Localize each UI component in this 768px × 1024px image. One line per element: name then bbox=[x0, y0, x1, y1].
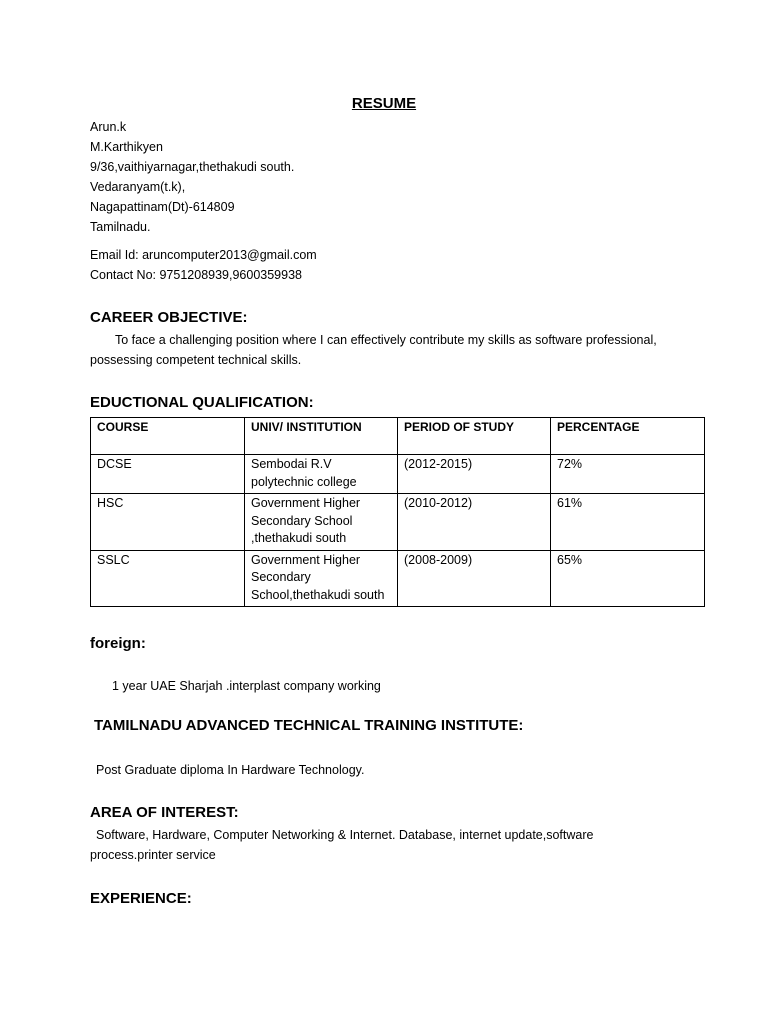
table-row bbox=[91, 550, 705, 607]
column-header-course: COURSE bbox=[91, 418, 245, 455]
education-heading: EDUCTIONAL QUALIFICATION: bbox=[90, 394, 314, 411]
period-cell: (2008-2009) bbox=[398, 550, 551, 607]
address-line-1: 9/36,vaithiyarnagar,thethakudi south. bbox=[90, 160, 295, 174]
document-title: RESUME bbox=[351, 95, 417, 112]
table-row bbox=[91, 455, 705, 494]
father-name-line: M.Karthikyen bbox=[90, 140, 163, 154]
percentage-cell: 65% bbox=[551, 550, 705, 607]
period-cell: (2010-2012) bbox=[398, 494, 551, 551]
foreign-text: 1 year UAE Sharjah .interplast company working bbox=[112, 679, 381, 693]
institution-cell: Government Higher Secondary School ,thethakudi south bbox=[245, 494, 398, 551]
area-of-interest-text: Software, Hardware, Computer Networking & Internet. Database, internet update,software process.printer service bbox=[90, 828, 594, 862]
institute-text: Post Graduate diploma In Hardware Technology. bbox=[96, 763, 365, 777]
address-line-4: Tamilnadu. bbox=[90, 220, 151, 234]
foreign-heading: foreign: bbox=[90, 635, 146, 652]
address-line-3: Nagapattinam(Dt)-614809 bbox=[90, 200, 235, 214]
address-line-2: Vedaranyam(t.k), bbox=[90, 180, 186, 194]
course-cell: HSC bbox=[91, 494, 245, 551]
column-header-institution: UNIV/ INSTITUTION bbox=[245, 418, 398, 455]
name-line: Arun.k bbox=[90, 120, 127, 134]
phone-line: Contact No: 9751208939,9600359938 bbox=[90, 268, 302, 282]
course-cell: SSLC bbox=[91, 550, 245, 607]
table-header-row bbox=[91, 418, 705, 455]
experience-heading: EXPERIENCE: bbox=[90, 890, 192, 907]
column-header-percentage: PERCENTAGE bbox=[551, 418, 705, 455]
column-header-period: PERIOD OF STUDY bbox=[398, 418, 551, 455]
education-table bbox=[90, 417, 705, 607]
email-line: Email Id: aruncomputer2013@gmail.com bbox=[90, 248, 317, 262]
career-objective-heading: CAREER OBJECTIVE: bbox=[90, 309, 248, 326]
percentage-cell: 72% bbox=[551, 455, 705, 494]
percentage-cell: 61% bbox=[551, 494, 705, 551]
area-of-interest-heading: AREA OF INTEREST: bbox=[90, 804, 239, 821]
institution-cell: Government Higher Secondary School,thethakudi south bbox=[245, 550, 398, 607]
period-cell: (2012-2015) bbox=[398, 455, 551, 494]
table-row bbox=[91, 494, 705, 551]
institution-cell: Sembodai R.V polytechnic college bbox=[245, 455, 398, 494]
course-cell: DCSE bbox=[91, 455, 245, 494]
career-objective-text: To face a challenging position where I can effectively contribute my skills as software professional, possessing competent technical skills. bbox=[90, 333, 657, 367]
institute-heading: TAMILNADU ADVANCED TECHNICAL TRAINING INSTITUTE: bbox=[94, 717, 524, 734]
